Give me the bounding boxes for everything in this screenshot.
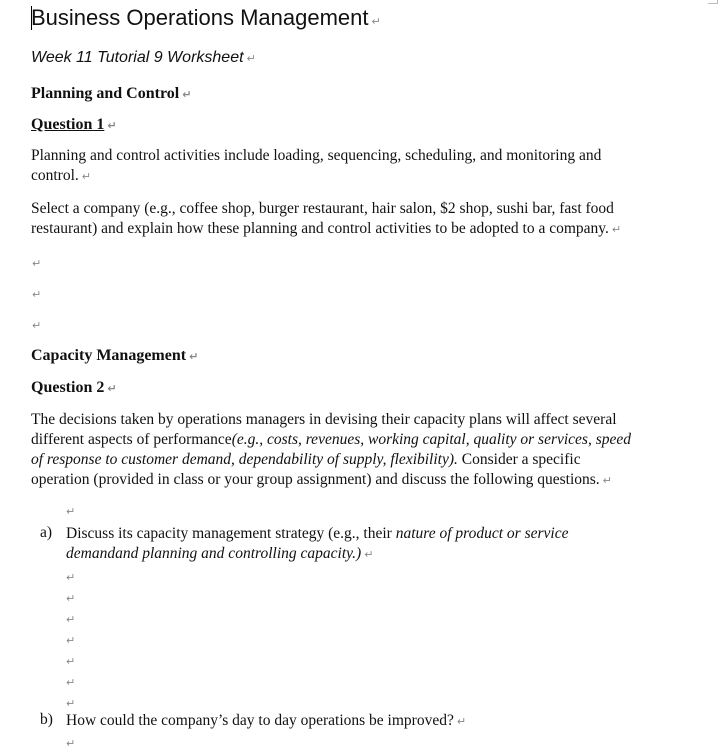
document-title[interactable]: Business Operations Management ↵ xyxy=(31,5,381,30)
paragraph-mark-icon: ↵ xyxy=(32,288,42,301)
paragraph-mark-icon: ↵ xyxy=(246,52,256,65)
list-label-a: a) xyxy=(40,524,53,541)
paragraph-mark-icon: ↵ xyxy=(66,634,76,647)
q1-paragraph-1[interactable]: Planning and control activities include loading, sequencing, scheduling, and monitoring and control. ↵ xyxy=(31,147,602,184)
paragraph-mark-icon: ↵ xyxy=(32,319,42,332)
paragraph-mark-icon: ↵ xyxy=(66,505,76,518)
page-edge xyxy=(708,3,718,4)
q1-paragraph-2[interactable]: Select a company (e.g., coffee shop, burger restaurant, hair salon, $2 shop, sushi bar, fast food restaurant) and explain how these planning and control activities to be adopted to a company. ↵ xyxy=(31,200,622,237)
paragraph-mark-icon: ↵ xyxy=(107,382,117,395)
paragraph-mark-icon: ↵ xyxy=(66,737,76,750)
paragraph-mark-icon: ↵ xyxy=(81,170,91,183)
paragraph-mark-icon: ↵ xyxy=(371,15,381,28)
paragraph-mark-icon: ↵ xyxy=(66,655,76,668)
document-subtitle[interactable]: Week 11 Tutorial 9 Worksheet ↵ xyxy=(31,49,256,66)
section-heading-planning[interactable]: Planning and Control ↵ xyxy=(31,85,192,102)
q2-paragraph[interactable]: The decisions taken by operations managers in devising their capacity plans will affect several different aspects of performance(e.g., costs, revenues, working capital, quality or services, speed of response to customer demand, dependability of supply, flexibility). Consider a specific operation (provided in class or your group assignment) and discuss the following questions. ↵ xyxy=(31,411,632,488)
question-2b[interactable]: How could the company’s day to day operations be improved? ↵ xyxy=(66,712,467,729)
paragraph-mark-icon: ↵ xyxy=(602,474,612,487)
question-1-heading[interactable]: Question 1 ↵ xyxy=(31,116,117,133)
paragraph-mark-icon: ↵ xyxy=(364,548,374,561)
question-2a[interactable]: Discuss its capacity management strategy (e.g., their nature of product or service demandand planning and controlling capacity.) ↵ xyxy=(66,525,569,562)
list-label-b: b) xyxy=(40,711,53,728)
paragraph-mark-icon: ↵ xyxy=(189,350,199,363)
paragraph-mark-icon: ↵ xyxy=(66,571,76,584)
paragraph-mark-icon: ↵ xyxy=(182,88,192,101)
section-heading-capacity[interactable]: Capacity Management ↵ xyxy=(31,347,199,364)
paragraph-mark-icon: ↵ xyxy=(66,592,76,605)
paragraph-mark-icon: ↵ xyxy=(456,715,467,728)
paragraph-mark-icon: ↵ xyxy=(107,119,117,132)
paragraph-mark-icon: ↵ xyxy=(66,697,76,710)
paragraph-mark-icon: ↵ xyxy=(66,676,76,689)
paragraph-mark-icon: ↵ xyxy=(611,223,622,236)
paragraph-mark-icon: ↵ xyxy=(32,257,42,270)
question-2-heading[interactable]: Question 2 ↵ xyxy=(31,379,117,396)
paragraph-mark-icon: ↵ xyxy=(66,613,76,626)
